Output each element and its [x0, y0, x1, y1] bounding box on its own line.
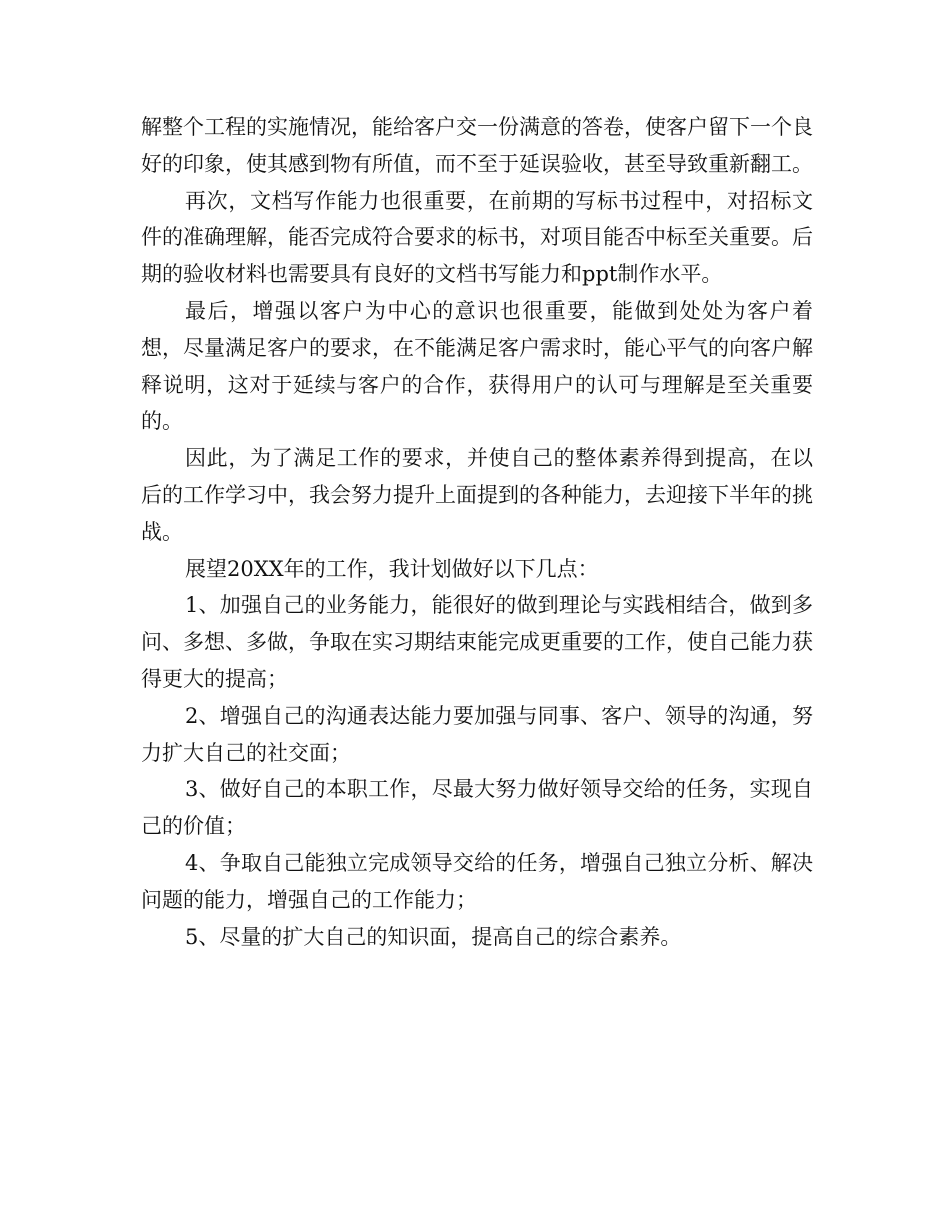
paragraph-outlook: 展望20XX年的工作，我计划做好以下几点： — [185, 556, 599, 581]
list-item-1: 1、加强自己的业务能力，能很好的做到理论与实践相结合，做到多问、多想、多做，争取在实习期结束能完成更重要的工作，使自己能力获得更大的提高； — [141, 593, 813, 691]
paragraph-document-writing: 再次，文档写作能力也很重要，在前期的写标书过程中，对招标文件的准确理解，能否完成符合要求的标书，对项目能否中标至关重要。后期的验收材料也需要具有良好的文档书写能力和ppt制作水平。 — [141, 188, 813, 287]
list-item-4: 4、争取自己能独立完成领导交给的任务，增强自己独立分析、解决问题的能力，增强自己的工作能力； — [141, 850, 813, 912]
document-body — [141, 109, 813, 955]
paragraph-conclusion: 因此，为了满足工作的要求，并使自己的整体素养得到提高，在以后的工作学习中，我会努力提升上面提到的各种能力，去迎接下半年的挑战。 — [141, 446, 813, 544]
list-item-2: 2、增强自己的沟通表达能力要加强与同事、客户、领导的沟通，努力扩大自己的社交面； — [141, 703, 813, 765]
list-item-3: 3、做好自己的本职工作，尽最大努力做好领导交给的任务，实现自己的价值； — [141, 777, 813, 839]
paragraph-continuation: 解整个工程的实施情况，能给客户交一份满意的答卷，使客户留下一个良好的印象，使其感到物有所值，而不至于延误验收，甚至导致重新翻工。 — [141, 115, 813, 176]
paragraph-customer-focus: 最后，增强以客户为中心的意识也很重要，能做到处处为客户着想，尽量满足客户的要求，在不能满足客户需求时，能心平气的向客户解释说明，这对于延续与客户的合作，获得用户的认可与理解是至关重要的。 — [141, 298, 813, 434]
list-item-5: 5、尽量的扩大自己的知识面，提高自己的综合素养。 — [185, 924, 682, 949]
